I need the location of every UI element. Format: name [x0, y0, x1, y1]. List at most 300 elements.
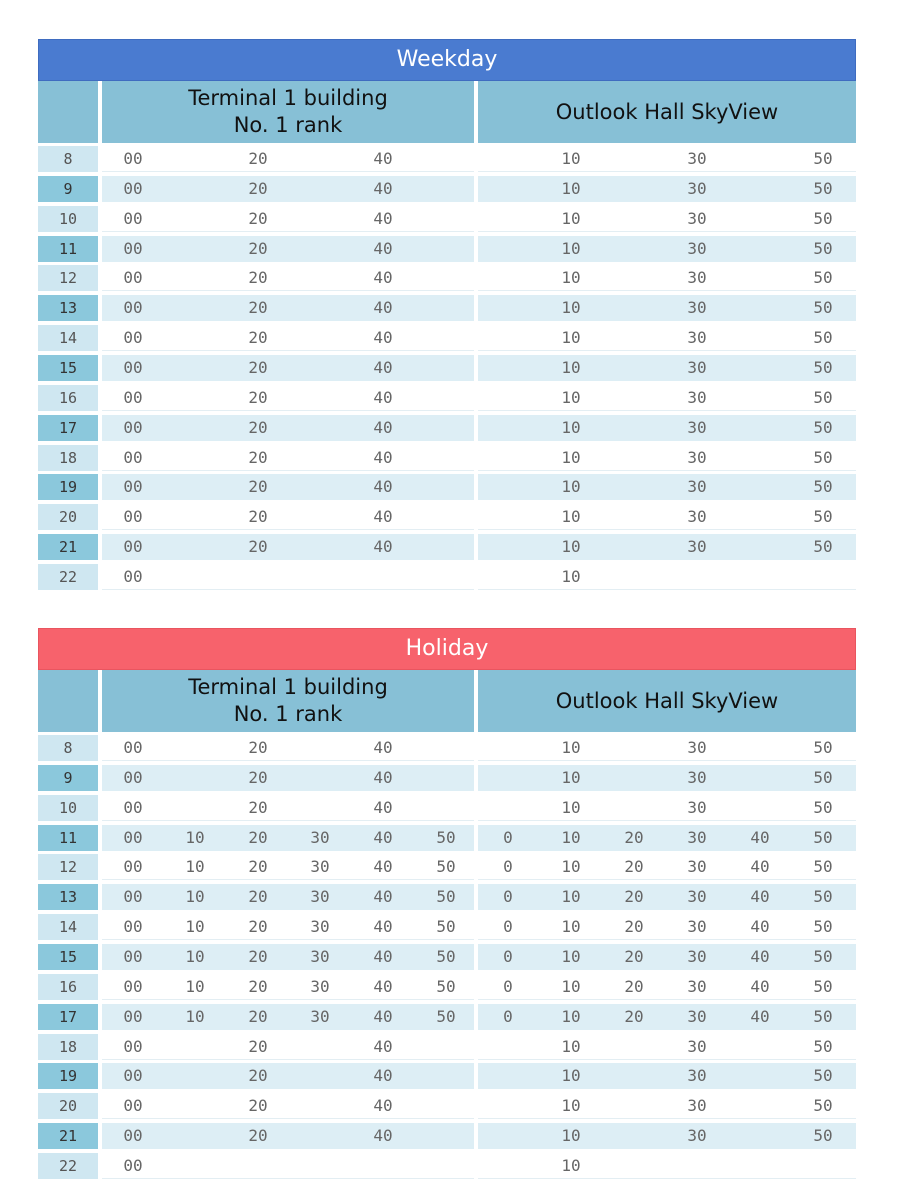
departure-minute: 10	[561, 887, 581, 907]
departure-minute: 10	[185, 887, 205, 907]
departure-minute: 20	[248, 417, 268, 437]
departure-minute: 50	[813, 149, 833, 168]
hour-cell: 22	[38, 564, 98, 590]
departure-minute: 30	[687, 268, 707, 288]
departure-minute: 40	[373, 917, 393, 937]
departure-minute: 50	[813, 268, 833, 288]
timetable-row	[38, 1123, 856, 1149]
departure-minute: 50	[813, 477, 833, 497]
departure-minute: 40	[373, 1006, 393, 1026]
hour-header-cell	[38, 670, 98, 732]
departure-minute: 10	[561, 447, 581, 467]
departure-minute: 30	[687, 149, 707, 168]
departure-minute: 40	[750, 827, 770, 847]
hour-header-cell	[38, 81, 98, 143]
departure-minute: 00	[123, 477, 143, 497]
departure-minute: 50	[813, 797, 833, 817]
departure-minute: 0	[503, 976, 513, 996]
timetable-row	[38, 295, 856, 321]
departure-minute: 20	[248, 149, 268, 168]
departure-minute: 10	[185, 976, 205, 996]
terminal-1-departures	[102, 564, 474, 590]
departure-minute: 10	[561, 1126, 581, 1146]
departure-minute: 20	[248, 976, 268, 996]
timetable-row	[38, 1153, 856, 1179]
departure-minute: 30	[310, 947, 330, 967]
departure-minute: 40	[373, 268, 393, 288]
hour-cell: 22	[38, 1153, 98, 1179]
departure-minute: 20	[248, 507, 268, 527]
skyview-departures	[478, 415, 856, 441]
departure-minute: 30	[687, 1066, 707, 1086]
departure-minute: 00	[123, 1096, 143, 1116]
departure-minute: 00	[123, 976, 143, 996]
departure-minute: 00	[123, 447, 143, 467]
departure-minute: 20	[248, 857, 268, 877]
departure-minute: 50	[436, 917, 456, 937]
terminal-1-departures	[102, 534, 474, 560]
skyview-departures	[478, 1153, 856, 1179]
departure-minute: 30	[310, 1006, 330, 1026]
departure-minute: 40	[373, 298, 393, 318]
departure-minute: 50	[813, 1006, 833, 1026]
departure-minute: 40	[750, 857, 770, 877]
departure-minute: 30	[687, 767, 707, 787]
departure-minute: 30	[687, 387, 707, 407]
timetable-row	[38, 825, 856, 851]
terminal-1-departures	[102, 206, 474, 232]
skyview-departures	[478, 146, 856, 172]
departure-minute: 20	[248, 208, 268, 228]
timetable-row	[38, 944, 856, 970]
departure-minute: 10	[561, 238, 581, 258]
departure-minute: 40	[750, 887, 770, 907]
skyview-departures	[478, 325, 856, 351]
departure-minute: 10	[561, 149, 581, 168]
skyview-departures	[478, 355, 856, 381]
holiday-timetable	[38, 628, 856, 1183]
skyview-column-header	[478, 670, 856, 732]
hour-cell: 19	[38, 474, 98, 500]
terminal-1-column-header	[102, 81, 474, 143]
departure-minute: 30	[687, 1126, 707, 1146]
skyview-column-label: Outlook Hall SkyView	[555, 688, 779, 713]
hour-cell: 13	[38, 295, 98, 321]
departure-minute: 50	[813, 178, 833, 198]
timetable-row	[38, 974, 856, 1000]
departure-minute: 20	[248, 797, 268, 817]
timetable-row	[38, 1093, 856, 1119]
timetable-row	[38, 1063, 856, 1089]
departure-minute: 40	[373, 857, 393, 877]
timetable-row	[38, 1034, 856, 1060]
departure-minute: 20	[624, 976, 644, 996]
hour-cell: 9	[38, 765, 98, 791]
departure-minute: 20	[248, 1036, 268, 1056]
departure-minute: 50	[813, 738, 833, 757]
terminal-1-departures	[102, 1123, 474, 1149]
timetable-row	[38, 914, 856, 940]
timetable-row	[38, 735, 856, 761]
hour-cell: 20	[38, 504, 98, 530]
departure-minute: 10	[185, 857, 205, 877]
departure-minute: 50	[813, 976, 833, 996]
skyview-departures	[478, 1123, 856, 1149]
departure-minute: 40	[373, 387, 393, 407]
terminal-1-departures	[102, 1093, 474, 1119]
departure-minute: 10	[185, 1006, 205, 1026]
departure-minute: 50	[813, 358, 833, 378]
skyview-departures	[478, 1034, 856, 1060]
hour-cell: 16	[38, 974, 98, 1000]
departure-minute: 10	[561, 507, 581, 527]
skyview-column-label: Outlook Hall SkyView	[555, 99, 779, 124]
departure-minute: 30	[310, 827, 330, 847]
departure-minute: 30	[310, 976, 330, 996]
skyview-departures	[478, 974, 856, 1000]
departure-minute: 10	[561, 738, 581, 757]
hour-cell: 15	[38, 355, 98, 381]
departure-minute: 20	[248, 328, 268, 348]
departure-minute: 30	[310, 857, 330, 877]
departure-minute: 10	[561, 1066, 581, 1086]
departure-minute: 30	[687, 537, 707, 557]
departure-minute: 0	[503, 827, 513, 847]
hour-cell: 17	[38, 1004, 98, 1030]
departure-minute: 10	[561, 328, 581, 348]
skyview-departures	[478, 1004, 856, 1030]
terminal-1-column-label: Terminal 1 building No. 1 rank	[188, 675, 388, 726]
departure-minute: 50	[813, 1066, 833, 1086]
terminal-1-departures	[102, 415, 474, 441]
departure-minute: 0	[503, 917, 513, 937]
skyview-departures	[478, 474, 856, 500]
departure-minute: 00	[123, 507, 143, 527]
departure-minute: 30	[687, 917, 707, 937]
departure-minute: 00	[123, 887, 143, 907]
timetable-row	[38, 176, 856, 202]
timetable-row	[38, 765, 856, 791]
departure-minute: 50	[813, 208, 833, 228]
terminal-1-departures	[102, 176, 474, 202]
departure-minute: 00	[123, 387, 143, 407]
timetable-row	[38, 884, 856, 910]
departure-minute: 50	[813, 417, 833, 437]
departure-minute: 20	[248, 767, 268, 787]
terminal-1-departures	[102, 1004, 474, 1030]
hour-cell: 17	[38, 415, 98, 441]
departure-minute: 50	[813, 1036, 833, 1056]
terminal-1-departures	[102, 504, 474, 530]
departure-minute: 20	[624, 887, 644, 907]
departure-minute: 10	[561, 976, 581, 996]
departure-minute: 30	[687, 827, 707, 847]
departure-minute: 50	[436, 857, 456, 877]
departure-minute: 10	[185, 947, 205, 967]
hour-cell: 13	[38, 884, 98, 910]
hour-cell: 14	[38, 325, 98, 351]
terminal-1-column-header	[102, 670, 474, 732]
terminal-1-departures	[102, 146, 474, 172]
departure-minute: 40	[373, 447, 393, 467]
terminal-1-departures	[102, 854, 474, 880]
terminal-1-departures	[102, 1153, 474, 1179]
terminal-1-departures	[102, 295, 474, 321]
timetable-row	[38, 445, 856, 471]
hour-cell: 8	[38, 146, 98, 172]
departure-minute: 30	[687, 1096, 707, 1116]
skyview-departures	[478, 884, 856, 910]
timetable-row	[38, 795, 856, 821]
departure-minute: 30	[310, 887, 330, 907]
departure-minute: 00	[123, 947, 143, 967]
departure-minute: 40	[373, 149, 393, 168]
hour-cell: 16	[38, 385, 98, 411]
departure-minute: 00	[123, 298, 143, 318]
departure-minute: 50	[436, 887, 456, 907]
departure-minute: 10	[561, 917, 581, 937]
hour-cell: 12	[38, 265, 98, 291]
departure-minute: 20	[624, 857, 644, 877]
holiday-title: Holiday	[38, 628, 856, 670]
departure-minute: 20	[248, 947, 268, 967]
terminal-1-departures	[102, 914, 474, 940]
departure-minute: 20	[248, 537, 268, 557]
terminal-1-departures	[102, 974, 474, 1000]
hour-cell: 18	[38, 1034, 98, 1060]
departure-minute: 50	[813, 887, 833, 907]
departure-minute: 40	[373, 328, 393, 348]
hour-cell: 10	[38, 795, 98, 821]
terminal-1-column-label: Terminal 1 building No. 1 rank	[188, 86, 388, 137]
departure-minute: 20	[248, 178, 268, 198]
departure-minute: 0	[503, 947, 513, 967]
departure-minute: 20	[248, 447, 268, 467]
skyview-departures	[478, 914, 856, 940]
departure-minute: 10	[561, 767, 581, 787]
weekday-timetable	[38, 39, 856, 594]
departure-minute: 10	[561, 178, 581, 198]
departure-minute: 20	[248, 358, 268, 378]
skyview-departures	[478, 206, 856, 232]
departure-minute: 20	[248, 1066, 268, 1086]
skyview-departures	[478, 504, 856, 530]
departure-minute: 0	[503, 887, 513, 907]
departure-minute: 40	[373, 887, 393, 907]
departure-minute: 10	[561, 857, 581, 877]
departure-minute: 10	[561, 477, 581, 497]
departure-minute: 40	[750, 1006, 770, 1026]
departure-minute: 40	[373, 417, 393, 437]
departure-minute: 30	[687, 976, 707, 996]
skyview-departures	[478, 265, 856, 291]
hour-cell: 14	[38, 914, 98, 940]
departure-minute: 30	[687, 417, 707, 437]
skyview-column-header	[478, 81, 856, 143]
departure-minute: 00	[123, 917, 143, 937]
hour-cell: 8	[38, 735, 98, 761]
skyview-departures	[478, 795, 856, 821]
departure-minute: 10	[561, 827, 581, 847]
departure-minute: 00	[123, 1036, 143, 1056]
departure-minute: 10	[185, 827, 205, 847]
departure-minute: 20	[624, 827, 644, 847]
departure-minute: 40	[750, 947, 770, 967]
departure-minute: 50	[813, 1126, 833, 1146]
departure-minute: 30	[687, 797, 707, 817]
timetable-row	[38, 854, 856, 880]
terminal-1-departures	[102, 355, 474, 381]
departure-minute: 30	[687, 1036, 707, 1056]
terminal-1-departures	[102, 325, 474, 351]
departure-minute: 50	[436, 1006, 456, 1026]
skyview-departures	[478, 825, 856, 851]
departure-minute: 30	[687, 328, 707, 348]
departure-minute: 40	[373, 797, 393, 817]
departure-minute: 20	[624, 1006, 644, 1026]
departure-minute: 10	[561, 1036, 581, 1056]
departure-minute: 20	[248, 1126, 268, 1146]
timetable-row	[38, 146, 856, 172]
hour-cell: 20	[38, 1093, 98, 1119]
departure-minute: 50	[813, 857, 833, 877]
hour-cell: 10	[38, 206, 98, 232]
terminal-1-departures	[102, 445, 474, 471]
hour-cell: 12	[38, 854, 98, 880]
skyview-departures	[478, 1063, 856, 1089]
departure-minute: 00	[123, 358, 143, 378]
hour-cell: 19	[38, 1063, 98, 1089]
timetable-row	[38, 504, 856, 530]
timetable-row	[38, 415, 856, 441]
departure-minute: 30	[687, 738, 707, 757]
terminal-1-departures	[102, 1034, 474, 1060]
terminal-1-departures	[102, 944, 474, 970]
timetable-row	[38, 236, 856, 262]
departure-minute: 50	[813, 947, 833, 967]
departure-minute: 30	[687, 507, 707, 527]
departure-minute: 00	[123, 1156, 143, 1176]
departure-minute: 00	[123, 537, 143, 557]
departure-minute: 20	[248, 238, 268, 258]
terminal-1-departures	[102, 735, 474, 761]
departure-minute: 10	[561, 1006, 581, 1026]
terminal-1-departures	[102, 1063, 474, 1089]
departure-minute: 10	[561, 537, 581, 557]
departure-minute: 00	[123, 567, 143, 587]
skyview-departures	[478, 1093, 856, 1119]
hour-cell: 11	[38, 825, 98, 851]
weekday-rows	[38, 146, 856, 590]
departure-minute: 00	[123, 178, 143, 198]
terminal-1-departures	[102, 236, 474, 262]
departure-minute: 30	[687, 1006, 707, 1026]
departure-minute: 40	[373, 477, 393, 497]
timetable-row	[38, 564, 856, 590]
departure-minute: 0	[503, 857, 513, 877]
departure-minute: 10	[561, 1096, 581, 1116]
departure-minute: 30	[687, 358, 707, 378]
departure-minute: 40	[373, 947, 393, 967]
departure-minute: 50	[813, 387, 833, 407]
departure-minute: 10	[185, 917, 205, 937]
departure-minute: 50	[436, 976, 456, 996]
departure-minute: 30	[687, 477, 707, 497]
weekday-title: Weekday	[38, 39, 856, 81]
departure-minute: 30	[687, 947, 707, 967]
terminal-1-departures	[102, 474, 474, 500]
timetable-row	[38, 1004, 856, 1030]
departure-minute: 00	[123, 797, 143, 817]
departure-minute: 50	[813, 507, 833, 527]
terminal-1-departures	[102, 265, 474, 291]
departure-minute: 00	[123, 767, 143, 787]
timetable-row	[38, 325, 856, 351]
departure-minute: 40	[373, 507, 393, 527]
hour-cell: 18	[38, 445, 98, 471]
departure-minute: 40	[750, 976, 770, 996]
departure-minute: 10	[561, 298, 581, 318]
skyview-departures	[478, 236, 856, 262]
skyview-departures	[478, 854, 856, 880]
departure-minute: 50	[813, 447, 833, 467]
weekday-header-row	[38, 81, 856, 143]
terminal-1-departures	[102, 884, 474, 910]
terminal-1-departures	[102, 825, 474, 851]
departure-minute: 40	[373, 238, 393, 258]
departure-minute: 40	[373, 537, 393, 557]
terminal-1-departures	[102, 385, 474, 411]
departure-minute: 20	[248, 1006, 268, 1026]
hour-cell: 11	[38, 236, 98, 262]
departure-minute: 50	[813, 238, 833, 258]
departure-minute: 50	[436, 947, 456, 967]
departure-minute: 50	[813, 767, 833, 787]
departure-minute: 30	[310, 917, 330, 937]
terminal-1-departures	[102, 795, 474, 821]
departure-minute: 00	[123, 738, 143, 757]
departure-minute: 00	[123, 268, 143, 288]
departure-minute: 00	[123, 149, 143, 168]
departure-minute: 40	[373, 767, 393, 787]
departure-minute: 20	[624, 947, 644, 967]
skyview-departures	[478, 735, 856, 761]
departure-minute: 10	[561, 947, 581, 967]
skyview-departures	[478, 944, 856, 970]
timetable-row	[38, 534, 856, 560]
holiday-header-row	[38, 670, 856, 732]
skyview-departures	[478, 765, 856, 791]
departure-minute: 20	[248, 387, 268, 407]
departure-minute: 40	[373, 358, 393, 378]
departure-minute: 10	[561, 417, 581, 437]
hour-cell: 9	[38, 176, 98, 202]
departure-minute: 00	[123, 827, 143, 847]
departure-minute: 10	[561, 387, 581, 407]
departure-minute: 40	[373, 738, 393, 757]
departure-minute: 00	[123, 208, 143, 228]
timetable-row	[38, 206, 856, 232]
departure-minute: 10	[561, 1156, 581, 1176]
departure-minute: 00	[123, 857, 143, 877]
departure-minute: 20	[248, 298, 268, 318]
departure-minute: 30	[687, 178, 707, 198]
departure-minute: 00	[123, 417, 143, 437]
departure-minute: 30	[687, 238, 707, 258]
departure-minute: 30	[687, 447, 707, 467]
departure-minute: 50	[813, 328, 833, 348]
departure-minute: 50	[813, 827, 833, 847]
